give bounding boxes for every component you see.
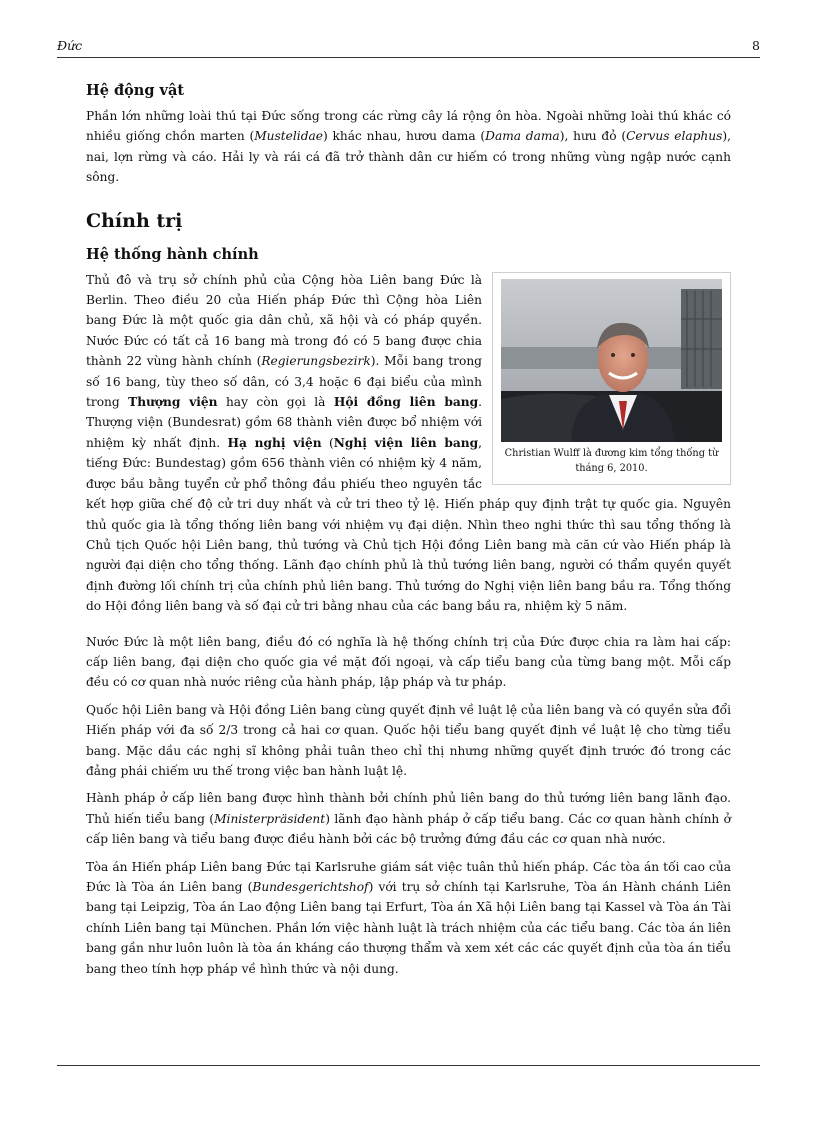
article-body (86, 80, 731, 986)
term-ministerprasident[interactable]: Ministerpräsident (214, 811, 326, 826)
paragraph-spacer (86, 624, 731, 632)
page-header (57, 38, 760, 56)
paragraph-administration-4: Hành pháp ở cấp liên bang được hình thành bởi chính phủ liên bang do thủ tướng liên bang lãnh đạo. Thủ hiến tiểu bang (Ministerpräsident) lãnh đạo hành pháp ở cấp tiểu bang. Các cơ quan hành chính ở cấp liên bang và tiểu bang được điều hành bởi các bộ trưởng đứng đầu các cơ quan nhà nước. (86, 791, 731, 847)
running-title: Đức (57, 38, 83, 53)
portrait-photo[interactable] (501, 279, 722, 442)
figure-caption: Christian Wulff là đương kim tổng thống từ tháng 6, 2010. (504, 447, 719, 474)
paragraph-administration-5: Tòa án Hiến pháp Liên bang Đức tại Karlsruhe giám sát việc tuân thủ hiến pháp. Các tòa án tối cao của Đức là Tòa án Liên bang (Bundesgerichtshof) với trụ sở chính tại Karlsruhe, Tòa án Hành chánh Liên bang tại Leipzig, Tòa án Lao động Liên bang tại Erfurt, Tòa án Xã hội Liên bang tại Kassel và Tòa án Tài chính Liên bang tại München. Phần lớn việc hành luật là trách nhiệm của các tiểu bang. Các tòa án liên bang gần như luôn luôn là tòa án kháng cáo thượng thẩm và xem xét các các quyết định của tòa án tiểu bang theo tính hợp pháp về hình thức và nội dung. (86, 859, 731, 976)
term-hoi-dong-lien-bang[interactable]: Hội đồng liên bang (333, 395, 479, 410)
term-bundesgerichtshof[interactable]: Bundesgerichtshof (252, 880, 369, 894)
link-cervus-elaphus[interactable]: Cervus elaphus (626, 129, 723, 144)
link-mustelidae[interactable]: Mustelidae (254, 129, 323, 144)
paragraph-administration-1: Thủ đô và trụ sở chính phủ của Cộng hòa Liên bang Đức là Berlin. Theo điều 20 của Hiến pháp Đức thì Cộng hòa Liên bang Đức là một quốc gia dân chủ, xã hội và có pháp quyền. Nước Đức có tất cả 16 bang mà trong đó có 5 bang được chia thành 22 vùng hành chính (Regierungsbezirk). Mỗi bang trong số 16 bang, tùy theo số dân, có 3,4 hoặc 6 đại biểu của mình trong Thượng viện hay còn gọi là Hội đồng liên bang. Thượng viện (Bundesrat) gồm 68 thành viên được bổ nhiệm với nhiệm kỳ nhất định. Hạ nghị viện (Nghị viện liên bang, tiếng Đức: Bundestag) gồm 656 thành viên có nhiệm kỳ 4 năm, được bầu bằng tuyển cử phổ thông đầu phiếu theo nguyên tắc kết hợp giữa chế độ cử tri duy nhất và cử tri theo tỷ lệ. Hiến pháp quy định trật tự quốc gia. Nguyên thủ quốc gia là tổng thống liên bang với nhiệm vụ đại diện. Nhìn theo nghi thức thì sau tổng thống là Chủ tịch Quốc hội Liên bang, thủ tướng và Chủ tịch Hội đồng Liên bang mà căn cứ vào Hiến pháp là người đại diện cho tổng thống. Lãnh đạo chính phủ là thủ tướng liên bang, người có thẩm quyền quyết định đường lối chính trị của chính phủ liên bang. Thủ tướng do Nghị viện liên bang bầu ra. Tổng thống do Hội đồng liên bang và số đại cử tri bằng nhau của các bang bầu ra, nhiệm kỳ 5 năm. (86, 272, 731, 614)
header-divider (57, 57, 760, 58)
paragraph-administration-3: Quốc hội Liên bang và Hội đồng Liên bang cùng quyết định về luật lệ của liên bang và có quyền sửa đổi Hiến pháp với đa số 2/3 trong cả hai cơ quan. Quốc hội tiểu bang quyết định về luật lệ cho từng tiểu bang. Mặc dầu các nghị sĩ không phải tuân theo chỉ thị nhưng những quyết định trước đó trong các đảng phái chiếm ưu thế trong việc ban hành luật lệ. (86, 702, 731, 778)
paragraph-administration-2: Nước Đức là một liên bang, điều đó có nghĩa là hệ thống chính trị của Đức được chia ra làm hai cấp: cấp liên bang, đại diện cho quốc gia về mặt đối ngoại, và cấp tiểu bang của từng bang một. Mỗi cấp đều có cơ quan nhà nước riêng của hành pháp, lập pháp và tư pháp. (86, 634, 731, 690)
heading-politics: Chính trị (86, 209, 183, 232)
term-regierungsbezirk[interactable]: Regierungsbezirk (261, 354, 371, 369)
term-ha-nghi-vien[interactable]: Hạ nghị viện (227, 435, 322, 450)
page-number: 8 (752, 38, 760, 53)
heading-administration: Hệ thống hành chính (86, 245, 259, 263)
link-dama-dama[interactable]: Dama dama (485, 129, 560, 144)
paragraph-fauna: Phần lớn những loài thú tại Đức sống trong các rừng cây lá rộng ôn hòa. Ngoài những loài thú khác có nhiều giống chồn marten (Mustelidae) khác nhau, hươu dama (Dama dama), hưu đỏ (Cervus elaphus), nai, lợn rừng và cáo. Hải ly và rái cá đã trở thành dân cư hiếm có trong những vùng ngập nước cạnh sông. (86, 109, 732, 185)
term-thuong-vien[interactable]: Thượng viện (128, 395, 218, 410)
figure-portrait (492, 272, 731, 485)
term-nghi-vien-lien-bang[interactable]: Nghị viện liên bang (333, 435, 479, 450)
heading-fauna: Hệ động vật (86, 82, 185, 99)
footer-divider (57, 1065, 760, 1066)
